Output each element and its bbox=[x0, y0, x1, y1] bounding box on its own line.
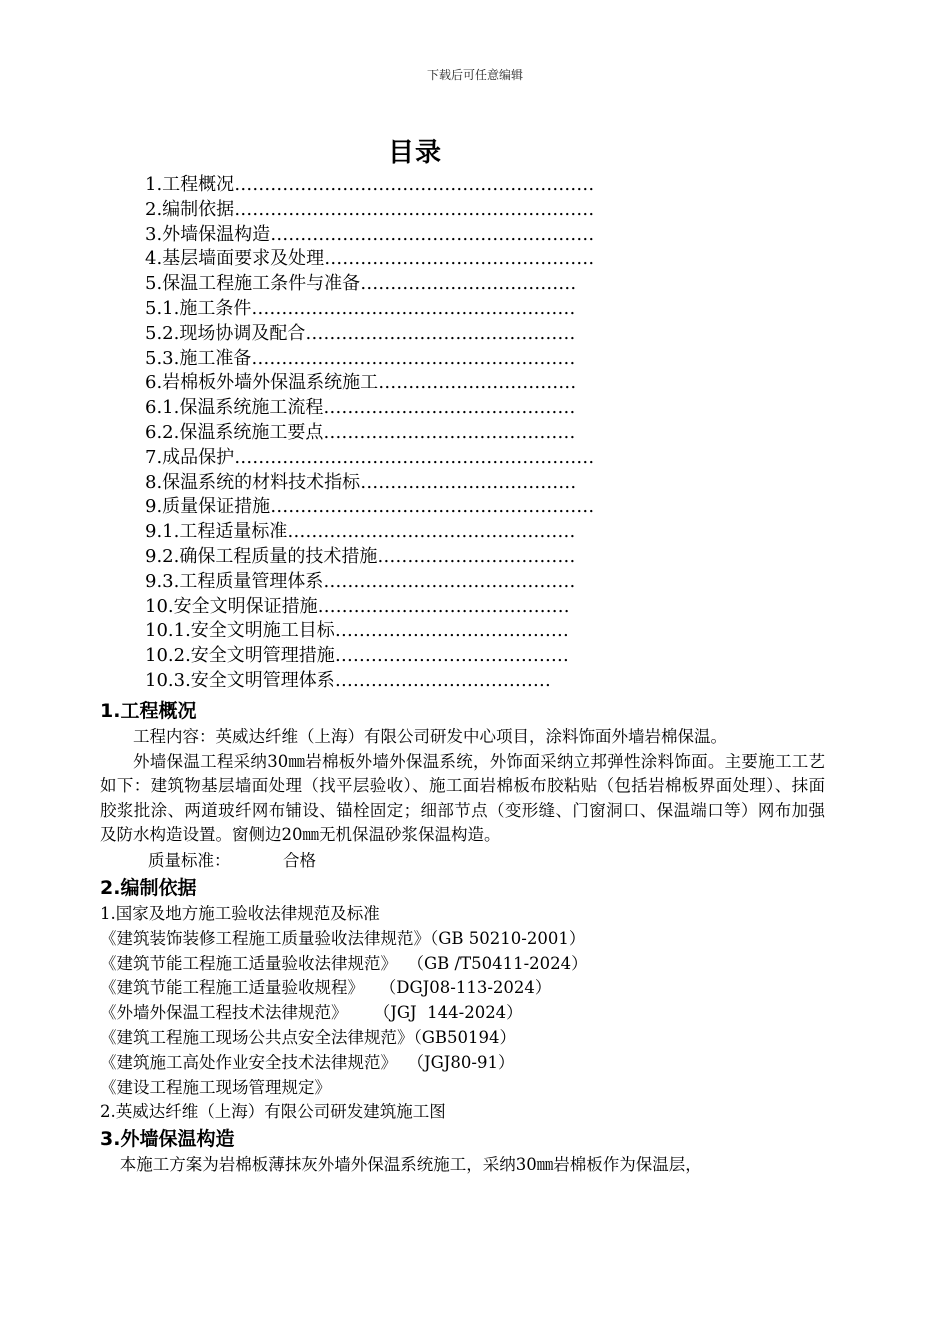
toc-entry[interactable] bbox=[145, 619, 745, 644]
toc-title: 目录 bbox=[387, 138, 442, 168]
toc-entry-label: 5.3.施工准备 bbox=[145, 347, 252, 369]
toc-dot-leader: ……………………………… bbox=[360, 273, 577, 295]
basis-item: 1.国家及地方施工验收法律规范及标准 bbox=[100, 903, 380, 923]
construction-paragraph: 本施工方案为岩棉板薄抹灰外墙外保温系统施工，采纳30㎜岩棉板作为保温层， bbox=[119, 1155, 702, 1175]
overview-paragraph-scope: 工程内容：英威达纤维（上海）有限公司研发中心项目，涂料饰面外墙岩棉保温。 bbox=[133, 727, 727, 746]
toc-dot-leader: …………………………………… bbox=[323, 397, 576, 419]
toc-dot-leader: …………………………… bbox=[378, 372, 577, 394]
document-body bbox=[100, 697, 825, 1178]
toc-entry-label: 9.1.工程适量标准 bbox=[145, 521, 288, 543]
toc-dot-leader: …………………………………………………… bbox=[234, 198, 595, 220]
toc-dot-leader: …………………………………… bbox=[323, 570, 576, 592]
toc-dot-leader: …………………………… bbox=[377, 545, 576, 567]
toc-entry[interactable] bbox=[145, 247, 745, 272]
toc-dot-leader: ………………………………………… bbox=[287, 521, 576, 543]
toc-dot-leader: ……………………………… bbox=[334, 669, 551, 691]
toc-entry-label: 5.2.现场协调及配合 bbox=[145, 322, 306, 344]
toc-entry-label: 3.外墙保温构造 bbox=[145, 223, 271, 245]
toc-entry[interactable] bbox=[145, 223, 745, 248]
toc-entry-label: 4.基层墙面要求及处理 bbox=[145, 248, 325, 270]
toc-entry[interactable] bbox=[145, 595, 745, 620]
toc-entry-label: 10.1.安全文明施工目标 bbox=[145, 620, 335, 642]
overview-paragraph-process: 外墙保温工程采纳30㎜岩棉板外墙外保温系统，外饰面采纳立邦弹性涂料饰面。主要施工工艺如下：建筑物基层墙面处理（找平层验收）、施工面岩棉板布胶粘贴（包括岩棉板界面处理）、抹面胶浆批涂、两道玻纤网布铺设、锚栓固定；细部节点（变形缝、门窗洞口、保温端口等）网布加强及防水构造设置。窗侧边20㎜无机保温砂浆保温构造。 bbox=[100, 751, 825, 845]
basis-standard: 《建筑工程施工现场公共点安全法律规范》（GB50194） bbox=[100, 1027, 517, 1047]
toc-entry-label: 9.质量保证措施 bbox=[145, 496, 271, 518]
toc-dot-leader: ……………………………………………… bbox=[270, 223, 595, 245]
toc-entry-label: 2.编制依据 bbox=[145, 198, 235, 220]
toc-entry[interactable] bbox=[145, 545, 745, 570]
basis-standard: 《外墙外保温工程技术法律规范》 （JGJ 144-2024） bbox=[100, 1003, 523, 1023]
basis-standard: 《建筑施工高处作业安全技术法律规范》 （JGJ80-91） bbox=[100, 1052, 515, 1072]
toc-dot-leader: …………………………………………………… bbox=[234, 446, 595, 468]
section-heading-construction: 3.外墙保温构造 bbox=[100, 1128, 235, 1151]
toc-dot-leader: ……………………………………… bbox=[305, 322, 576, 344]
basis-standard: 《建设工程施工现场管理规定》 bbox=[100, 1077, 331, 1097]
toc-entry-label: 7.成品保护 bbox=[145, 446, 235, 468]
toc-dot-leader: ……………………………………………… bbox=[251, 347, 576, 369]
toc-entry[interactable] bbox=[145, 669, 745, 694]
page-header-note: 下载后可任意编辑 bbox=[426, 68, 523, 82]
section-heading-basis: 2.编制依据 bbox=[100, 876, 197, 899]
toc-entry[interactable] bbox=[145, 570, 745, 595]
toc-entry-label: 8.保温系统的材料技术指标 bbox=[145, 471, 361, 493]
toc-entry[interactable] bbox=[145, 421, 745, 446]
toc-entry[interactable] bbox=[145, 644, 745, 669]
toc-entry[interactable] bbox=[145, 471, 745, 496]
toc-dot-leader: ……………………………………… bbox=[324, 248, 595, 270]
toc-entry[interactable] bbox=[145, 495, 745, 520]
toc-dot-leader: ……………………………………………… bbox=[270, 496, 595, 518]
toc-dot-leader: ………………………………… bbox=[334, 620, 569, 642]
toc-dot-leader: ……………………………… bbox=[360, 471, 577, 493]
quality-standard-line bbox=[100, 848, 825, 874]
toc-entry[interactable] bbox=[145, 520, 745, 545]
toc-entry[interactable] bbox=[145, 198, 745, 223]
toc-entry-label: 6.岩棉板外墙外保温系统施工 bbox=[145, 372, 379, 394]
toc-dot-leader: ………………………………… bbox=[334, 645, 569, 667]
toc-entry-label: 6.2.保温系统施工要点 bbox=[145, 421, 324, 443]
basis-standard: 《建筑节能工程施工适量验收规程》 （DGJ08-113-2024） bbox=[100, 978, 552, 998]
toc-entry-label: 6.1.保温系统施工流程 bbox=[145, 397, 324, 419]
basis-standard: 《建筑装饰装修工程施工质量验收法律规范》（GB 50210-2001） bbox=[100, 928, 586, 948]
toc-entry-label: 5.1.施工条件 bbox=[145, 297, 252, 319]
toc-entry-label: 10.安全文明保证措施 bbox=[145, 595, 318, 617]
table-of-contents bbox=[145, 173, 745, 694]
toc-entry[interactable] bbox=[145, 396, 745, 421]
toc-entry[interactable] bbox=[145, 347, 745, 372]
basis-item: 2.英威达纤维（上海）有限公司研发建筑施工图 bbox=[100, 1102, 446, 1122]
toc-dot-leader: …………………………………………………… bbox=[234, 174, 595, 195]
toc-entry[interactable] bbox=[145, 297, 745, 322]
toc-entry[interactable] bbox=[145, 371, 745, 396]
toc-entry-label: 9.3.工程质量管理体系 bbox=[145, 570, 324, 592]
toc-entry-label: 10.2.安全文明管理措施 bbox=[145, 645, 335, 667]
toc-entry-label: 10.3.安全文明管理体系 bbox=[145, 669, 335, 691]
quality-standard-value: 合格 bbox=[282, 850, 316, 870]
toc-dot-leader: ……………………………………………… bbox=[251, 297, 576, 319]
basis-standard: 《建筑节能工程施工适量验收法律规范》 （GB /T50411-2024） bbox=[100, 953, 588, 973]
toc-entry-label: 9.2.确保工程质量的技术措施 bbox=[145, 545, 378, 567]
toc-entry-label: 1.工程概况 bbox=[145, 174, 235, 195]
section-heading-overview: 1.工程概况 bbox=[100, 700, 197, 722]
toc-entry-label: 5.保温工程施工条件与准备 bbox=[145, 273, 361, 295]
toc-entry[interactable] bbox=[145, 272, 745, 297]
toc-entry[interactable] bbox=[145, 446, 745, 471]
quality-standard-label: 质量标准： bbox=[148, 850, 231, 870]
toc-dot-leader: …………………………………… bbox=[323, 421, 576, 443]
toc-entry[interactable] bbox=[145, 322, 745, 347]
toc-dot-leader: …………………………………… bbox=[317, 595, 570, 617]
toc-entry[interactable] bbox=[145, 173, 745, 198]
